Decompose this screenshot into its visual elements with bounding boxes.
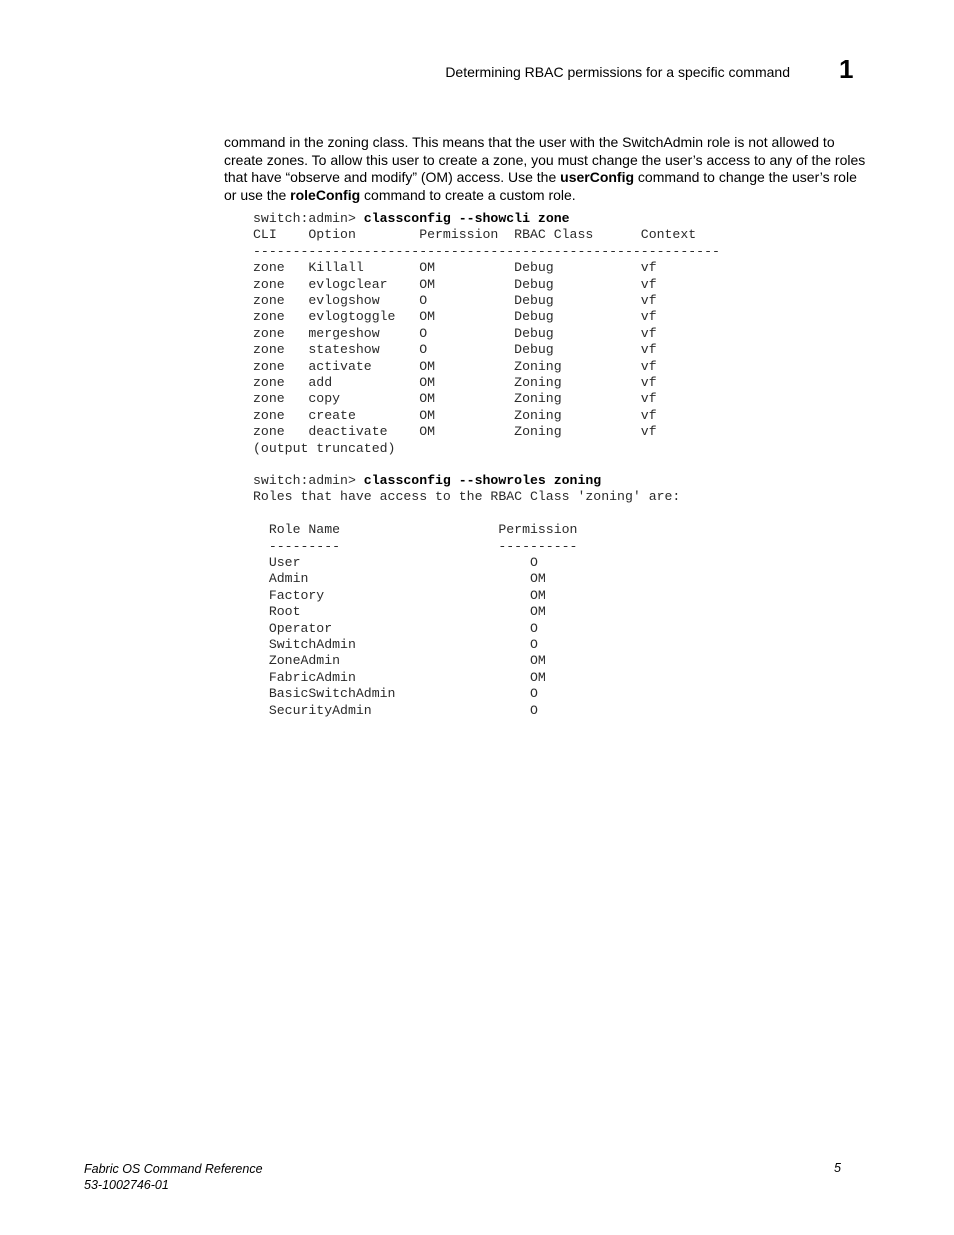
userconfig-command-name: userConfig [560,169,635,185]
body-paragraph [224,134,872,204]
footer-book-title: Fabric OS Command Reference [84,1162,263,1176]
example1-command: classconfig --showcli zone [363,211,570,226]
chapter-number: 1 [839,54,854,84]
footer-page-number: 5 [834,1161,841,1175]
paragraph-text-1: command in the zoning class. This means that the user with the SwitchAdmin role is not allowed to create zones. To allow this user to create a zone, you must change the user’s access to any of the roles that have “observe and modify” (OM) access. Use the [224,134,866,185]
showroles-example-block [253,473,680,719]
running-header-title: Determining RBAC permissions for a specific command [445,64,790,80]
paragraph-text-3: command to create a custom role. [360,186,576,203]
showcli-example-block [253,211,720,457]
example2-output: Roles that have access to the RBAC Class 'zoning' are: Role Name Permission --------- ---------- User O Admin OM Factory OM Root OM Operator O SwitchAdmin O ZoneAdmin OM FabricAdmin OM BasicSwitchAdmin O SecurityAdmin O [253,489,681,718]
paragraph-text-2: command to change the user’s role or use the [224,169,857,203]
example1-output: CLI Option Permission RBAC Class Context ----------------------------------------------------------- zone Killall OM Debug vf zone evlogclear OM Debug vf zone evlogshow O Debug vf zone evlogtoggle OM Debug vf zone mergeshow O Debug vf zone stateshow O Debug vf zone activate OM Zoning vf zone add OM Zoning vf zone copy OM Zoning vf zone create OM Zoning vf zone deactivate OM Zoning vf (output truncated) [253,227,720,456]
footer-doc-number: 53-1002746-01 [84,1178,169,1192]
footer-book-info [84,1161,263,1193]
example2-command: classconfig --showroles zoning [363,473,602,488]
roleconfig-command-name: roleConfig [290,186,361,203]
example1-prompt: switch:admin> [253,211,364,226]
example2-prompt: switch:admin> [253,473,364,488]
